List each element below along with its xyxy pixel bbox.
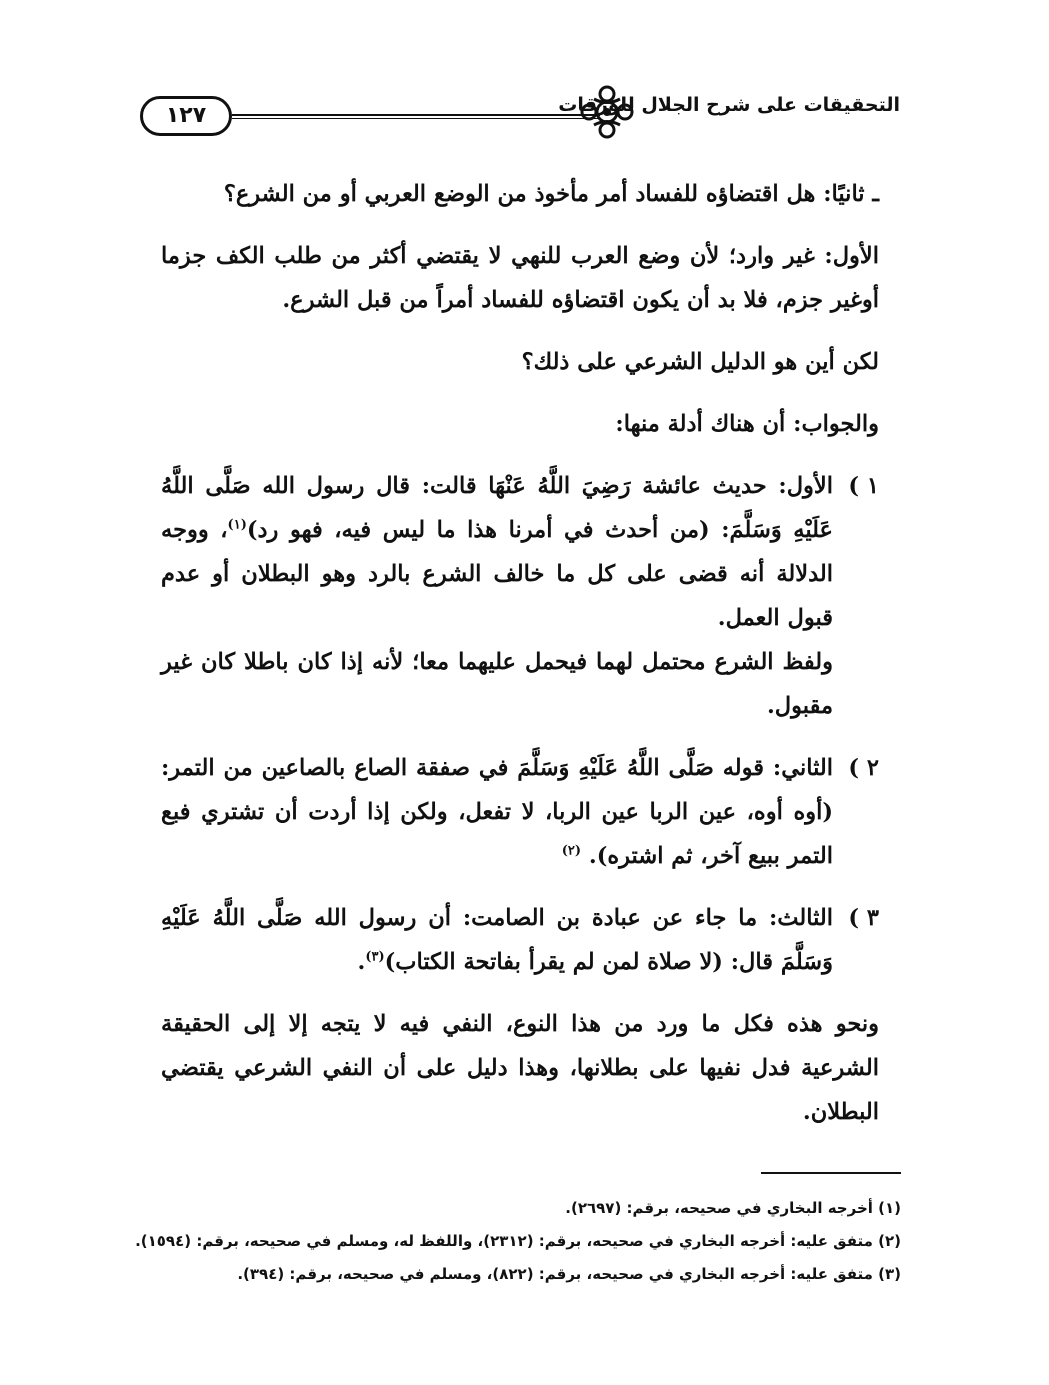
item-tail: . bbox=[357, 949, 366, 975]
footnote-1: (١) أخرجه البخاري في صحيحه، برقم: (٢٦٩٧). bbox=[565, 1199, 901, 1217]
paragraph-first-answer bbox=[161, 234, 879, 322]
header-rule bbox=[232, 114, 600, 116]
main-text bbox=[161, 172, 879, 1152]
running-title: التحقيقات على شرح الجلال للورقات bbox=[558, 94, 900, 116]
item-lead: الثالث: bbox=[768, 905, 833, 931]
item-lead: الثاني: bbox=[772, 755, 833, 781]
footnotes bbox=[135, 1192, 901, 1291]
paragraph-conclusion: ونحو هذه فكل ما ورد من هذا النوع، النفي فيه لا يتجه إلا إلى الحقيقة الشرعية فدل نفيها على بطلانها، وهذا دليل على أن النفي الشرعي يقتضي البطلان. bbox=[161, 1011, 879, 1125]
footnote-2: (٢) متفق عليه: أخرجه البخاري في صحيحه، برقم: (٢٣١٢)، واللفظ له، ومسلم في صحيحه، برقم: (١٥٩٤). bbox=[135, 1232, 901, 1250]
list-item-1 bbox=[161, 464, 879, 728]
footnote-separator bbox=[761, 1172, 901, 1174]
paragraph-evidence-question: لكن أين هو الدليل الشرعي على ذلك؟ bbox=[521, 349, 879, 375]
item-body: حديث عائشة رَضِيَ اللَّهُ عَنْهَا قالت: قال رسول الله صَلَّى اللَّهُ عَلَيْهِ وَسَلَّمَ: (من أحدث في أمرنا هذا ما ليس فيه، فهو رد) bbox=[161, 473, 833, 543]
footnote-ref-1[interactable]: (١) bbox=[227, 517, 247, 533]
item-body: قوله صَلَّى اللَّهُ عَلَيْهِ وَسَلَّمَ في صفقة الصاع بالصاعين من التمر: (أوه أوه، عين الربا عين الربا، لا تفعل، ولكن إذا أردت أن تشتري فبع التمر ببيع آخر، ثم اشتره). bbox=[161, 755, 833, 869]
footnote-ref-3[interactable]: (٣) bbox=[365, 949, 385, 965]
item-lead: الأول: bbox=[778, 473, 833, 499]
item-number: ١ ) bbox=[848, 473, 879, 499]
paragraph-text: غير وارد؛ لأن وضع العرب للنهي لا يقتضي أكثر من طلب الكف جزما أوغير جزم، فلا بد أن يكون اقتضاؤه للفساد أمراً من قبل الشرع. bbox=[161, 243, 879, 313]
item-text bbox=[161, 746, 833, 878]
item-number: ٣ ) bbox=[848, 905, 879, 931]
list-item-2 bbox=[161, 746, 879, 878]
paragraph-answer: والجواب: أن هناك أدلة منها: bbox=[615, 411, 879, 437]
header-rule-thin bbox=[232, 118, 600, 119]
item-text bbox=[161, 896, 833, 984]
paragraph-question: ـ ثانيًا: هل اقتضاؤه للفساد أمر مأخوذ من الوضع العربي أو من الشرع؟ bbox=[161, 172, 879, 216]
lead-word: الأول: bbox=[824, 243, 879, 269]
item-tail: ، ووجه الدلالة أنه قضى على كل ما خالف الشرع بالرد وهو البطلان أو عدم قبول العمل. bbox=[161, 517, 833, 631]
list-item-3 bbox=[161, 896, 879, 984]
page-number: ١٢٧ bbox=[140, 96, 232, 136]
footnote-3: (٣) متفق عليه: أخرجه البخاري في صحيحه، برقم: (٨٢٢)، ومسلم في صحيحه، برقم: (٣٩٤). bbox=[237, 1265, 901, 1283]
page-header bbox=[140, 72, 900, 142]
item-extra: ولفظ الشرع محتمل لهما فيحمل عليهما معا؛ لأنه إذا كان باطلا كان غير مقبول. bbox=[161, 649, 833, 719]
footnote-ref-2[interactable]: (٢) bbox=[561, 843, 582, 859]
item-body: ما جاء عن عبادة بن الصامت: أن رسول الله صَلَّى اللَّهُ عَلَيْهِ وَسَلَّمَ قال: (لا صلاة لمن لم يقرأ بفاتحة الكتاب) bbox=[161, 905, 833, 975]
item-text bbox=[161, 464, 833, 640]
item-number: ٢ ) bbox=[848, 755, 879, 781]
